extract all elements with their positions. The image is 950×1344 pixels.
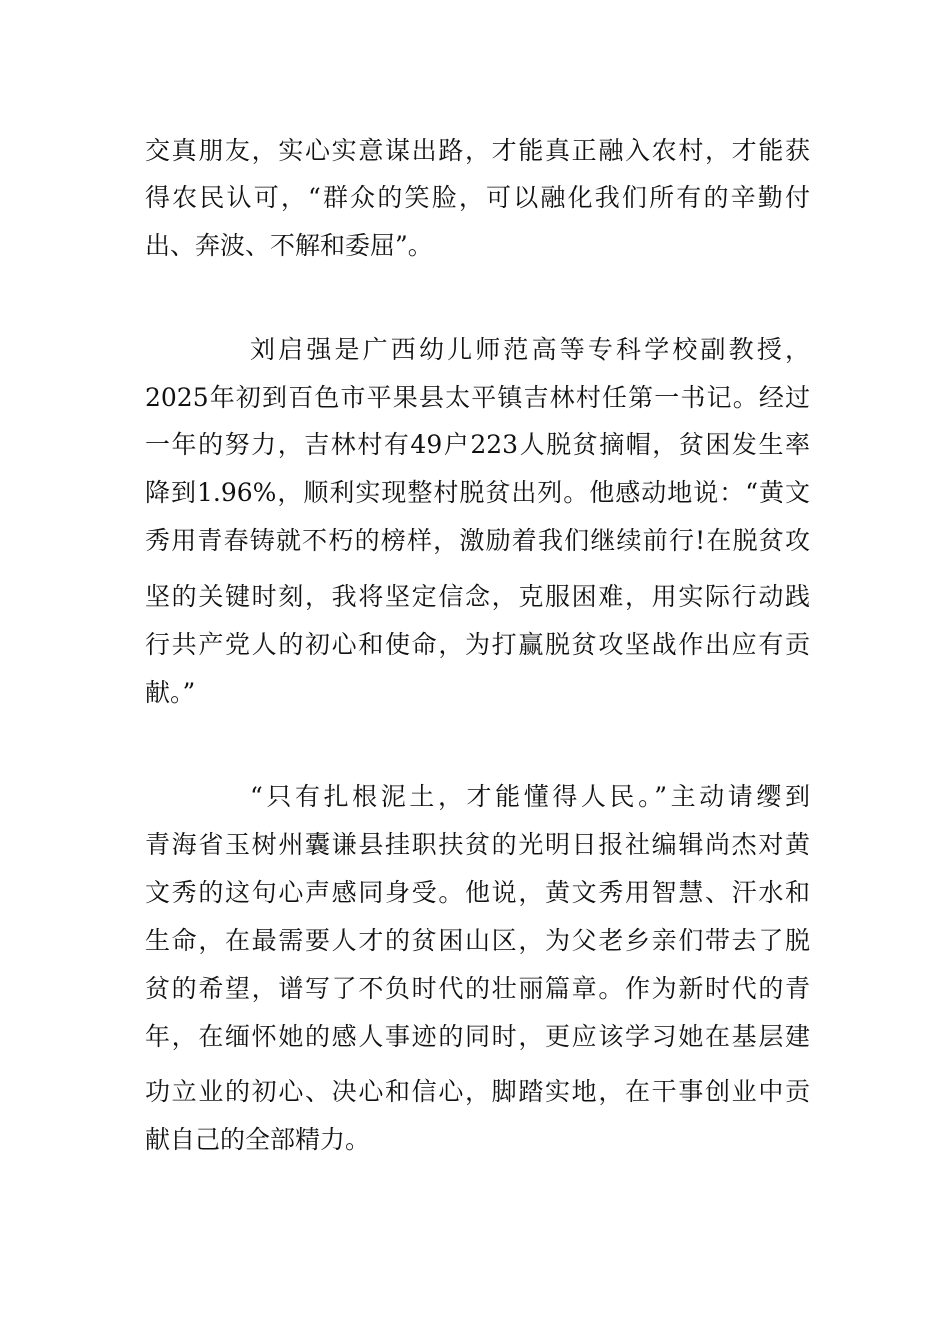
text-line: 行共产党人的初心和使命，为打赢脱贫攻坚战作出应有贡	[145, 630, 810, 659]
text-line: 降到1.96%，顺利实现整村脱贫出列。他感动地说：“黄文	[145, 478, 810, 507]
text-line: 年，在缅怀她的感人事迹的同时，更应该学习她在基层建	[145, 1022, 810, 1051]
text-line: 贫的希望，谱写了不负时代的壮丽篇章。作为新时代的青	[145, 974, 810, 1003]
text-line: 献自己的全部精力。	[145, 1125, 371, 1154]
text-line: 刘启强是广西幼儿师范高等专科学校副教授，	[250, 335, 810, 364]
text-line: 青海省玉树州囊谦县挂职扶贫的光明日报社编辑尚杰对黄	[145, 830, 810, 859]
text-line: 功立业的初心、决心和信心，脚踏实地，在干事创业中贡	[145, 1077, 810, 1106]
text-line: 坚的关键时刻，我将坚定信念，克服困难，用实际行动践	[145, 582, 810, 611]
text-line: 交真朋友，实心实意谋出路，才能真正融入农村，才能获	[145, 136, 810, 165]
text-line: 2025年初到百色市平果县太平镇吉林村任第一书记。经过	[145, 383, 810, 412]
text-line: 文秀的这句心声感同身受。他说，黄文秀用智慧、汗水和	[145, 878, 810, 907]
text-line: “只有扎根泥土，才能懂得人民。”主动请缨到	[250, 782, 810, 811]
text-line: 生命，在最需要人才的贫困山区，为父老乡亲们带去了脱	[145, 926, 810, 955]
text-line: 出、奔波、不解和委屈”。	[145, 231, 433, 260]
text-line: 献。”	[145, 678, 196, 707]
text-line: 秀用青春铸就不朽的榜样，激励着我们继续前行!在脱贫攻	[145, 526, 810, 555]
text-line: 得农民认可，“群众的笑脸，可以融化我们所有的辛勤付	[145, 183, 810, 212]
text-line: 一年的努力，吉林村有49户223人脱贫摘帽，贫困发生率	[145, 430, 810, 459]
